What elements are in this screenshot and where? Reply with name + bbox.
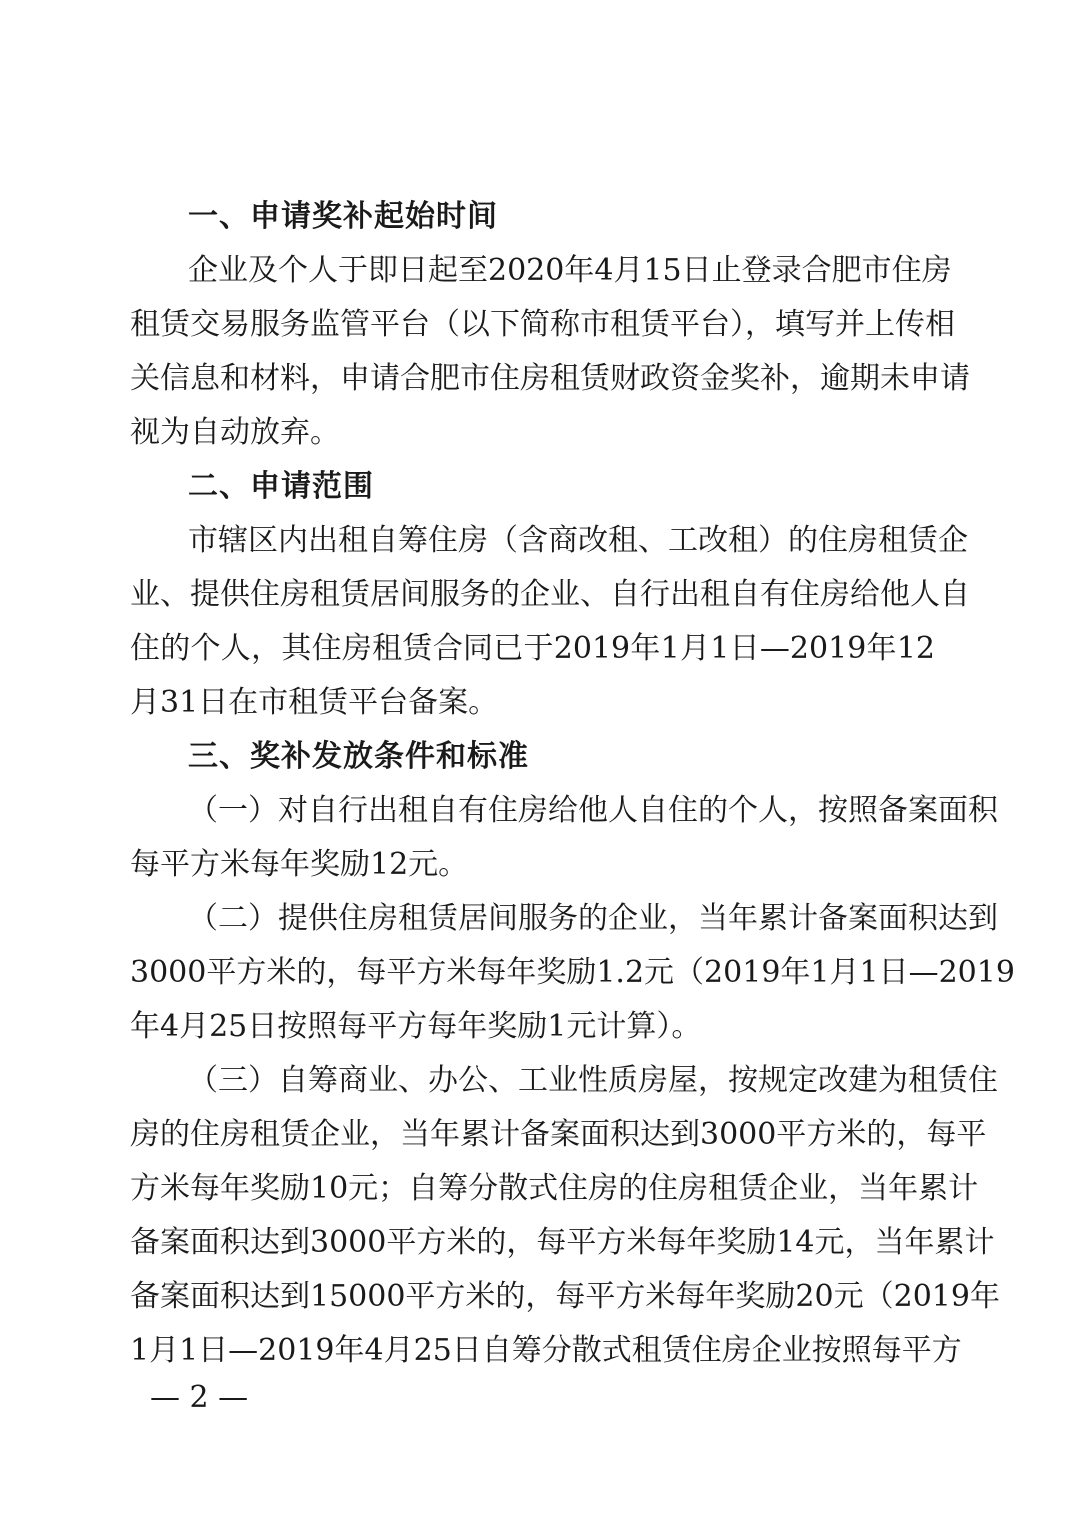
section-heading-3: 三、奖补发放条件和标准 [188,739,529,774]
text-line: 3000平方米的，每平方米每年奖励1.2元（2019年1月1日—2019 [130,955,1015,990]
paragraph-agency-subsidy [130,892,1015,1054]
text-line: 企业及个人于即日起至2020年4月15日止登录合肥市住房 [188,253,952,288]
paragraph-application-scope [130,514,970,730]
text-line: （一）对自行出租自有住房给他人自住的个人，按照备案面积 [188,793,998,828]
section-heading-1: 一、申请奖补起始时间 [188,199,498,234]
text-line: （二）提供住房租赁居间服务的企业，当年累计备案面积达到 [188,901,998,936]
text-line: 视为自动放弃。 [130,415,340,450]
text-line: 1月1日—2019年4月25日自筹分散式租赁住房企业按照每平方 [130,1333,962,1368]
text-line: 市辖区内出租自筹住房（含商改租、工改租）的住房租赁企 [188,523,968,558]
paragraph-enterprise-subsidy [130,1054,1000,1378]
text-line: 住的个人，其住房租赁合同已于2019年1月1日—2019年12 [130,631,935,666]
document-body [130,190,1015,1378]
text-line: 业、提供住房租赁居间服务的企业、自行出租自有住房给他人自 [130,577,970,612]
text-line: 月31日在市租赁平台备案。 [130,685,499,720]
text-line: 方米每年奖励10元；自筹分散式住房的住房租赁企业，当年累计 [130,1171,979,1206]
text-line: 年4月25日按照每平方每年奖励1元计算）。 [130,1009,702,1044]
text-line: 备案面积达到3000平方米的，每平方米每年奖励14元，当年累计 [130,1225,995,1260]
text-line: 租赁交易服务监管平台（以下简称市租赁平台），填写并上传相 [130,307,955,342]
text-line: 房的住房租赁企业，当年累计备案面积达到3000平方米的，每平 [130,1117,987,1152]
text-line: 备案面积达到15000平方米的，每平方米每年奖励20元（2019年 [130,1279,1000,1314]
page-number: — 2 — [150,1380,249,1415]
paragraph-application-time [130,244,970,460]
text-line: 关信息和材料，申请合肥市住房租赁财政资金奖补，逾期未申请 [130,361,970,396]
section-heading-2: 二、申请范围 [188,469,374,504]
text-line: （三）自筹商业、办公、工业性质房屋，按规定改建为租赁住 [188,1063,998,1098]
text-line: 每平方米每年奖励12元。 [130,847,469,882]
paragraph-individual-subsidy [130,784,998,892]
